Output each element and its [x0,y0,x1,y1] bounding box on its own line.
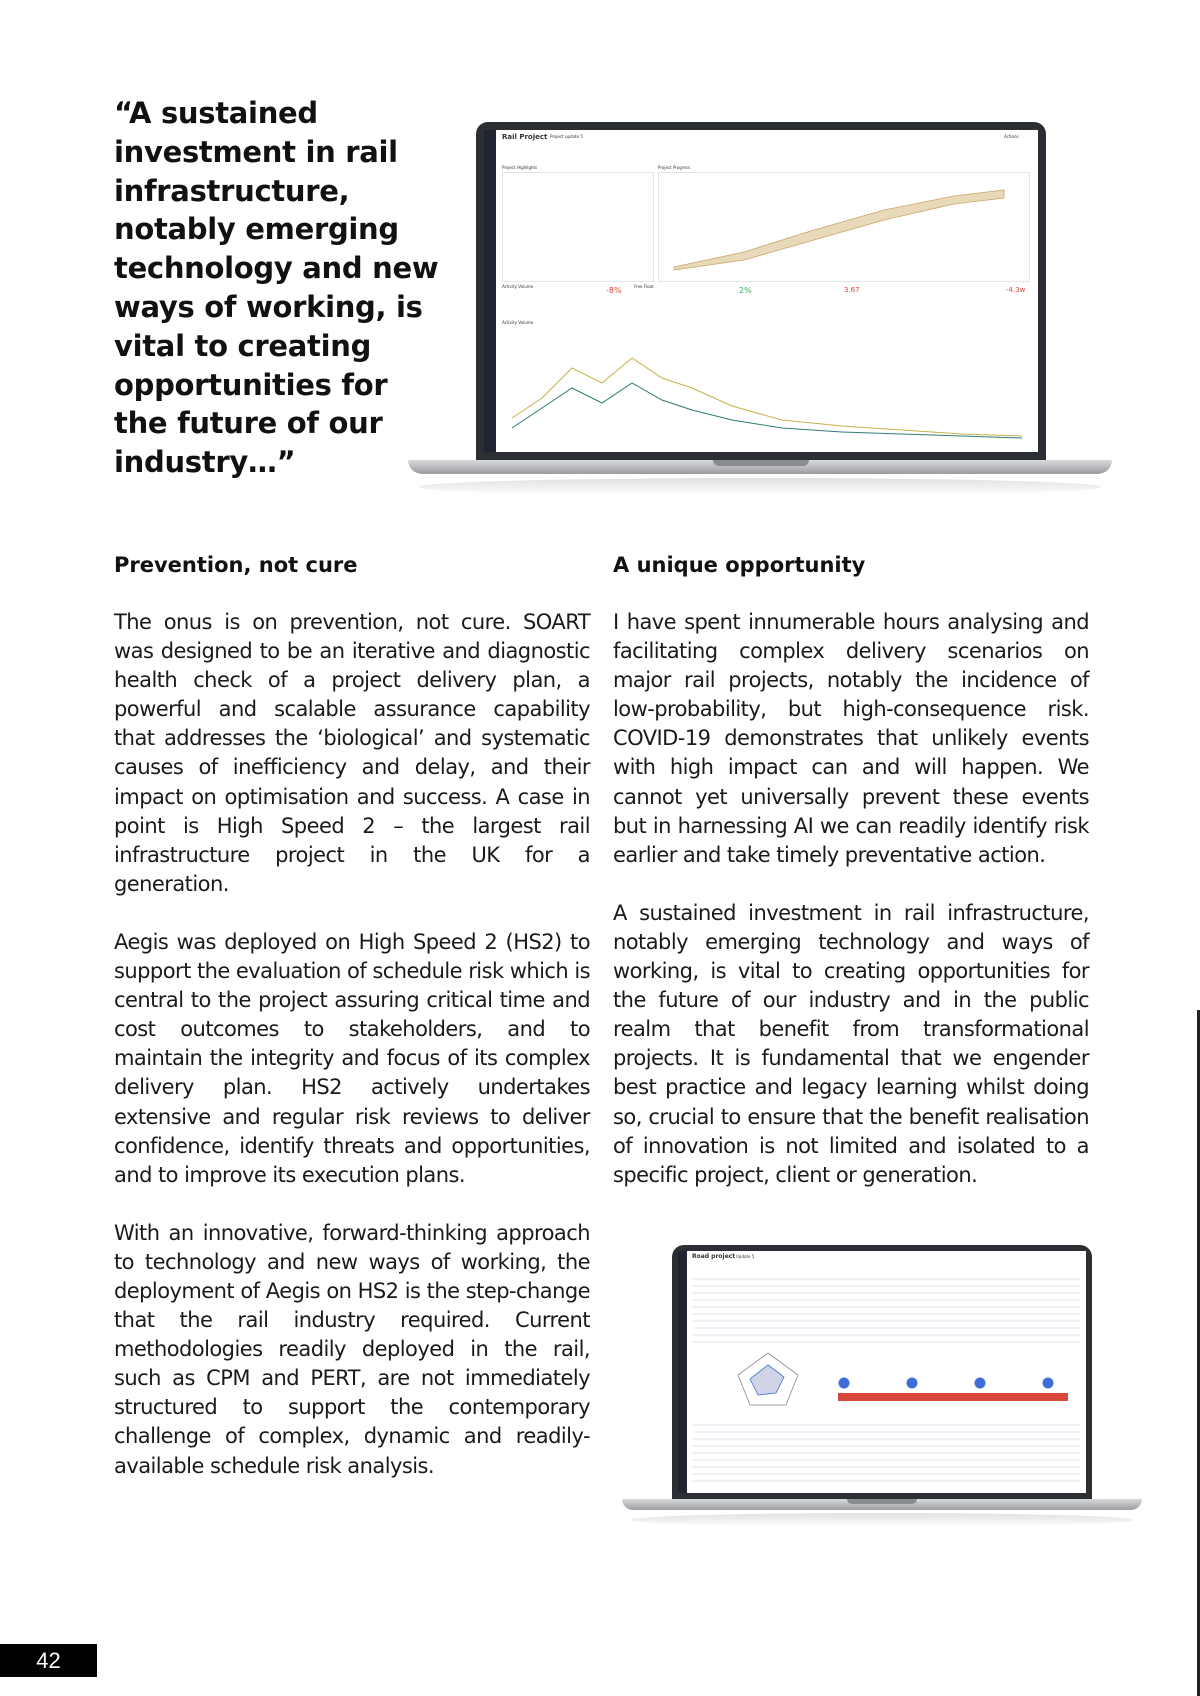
volume-series-2 [512,383,1022,438]
highlights-label: Project Highlights [502,165,538,170]
kpi-float-label: Free Float [634,284,654,289]
right-column [613,552,1089,1219]
progress-label: Project Progress [658,165,691,170]
kpi-1: -8% [606,286,622,295]
paragraph: The onus is on prevention, not cure. SOART was designed to be an iterative and diagnostic health check of a project delivery plan, a powerful and scalable assurance capability that addresses the ‘biological’ and systematic causes of inefficiency and delay, and their impact on optimisation and success. A case in point is High Speed 2 – the largest rail infrastructure project in the UK for a generation. [114,610,590,896]
progress-band [674,190,1004,270]
paragraph: A sustained investment in rail infrastructure, notably emerging technology and ways of working, is vital to creating opportunities for the future of our industry and in the public realm that benefit from transformational projects. It is fundamental that we engender best practice and legacy learning whilst doing so, crucial to ensure that the benefit realisation of innovation is not limited and isolated to a specific project, client or generation. [613,900,1089,1187]
kpi-activity-volume-label: Activity Volume [502,284,534,289]
progress-chart [664,182,1024,272]
pull-quote: “A sustained investment in rail infrastructure, notably emerging technology and new ways of working, is vital to creating opportunities for the future of our industry…” [114,96,439,480]
road-dashboard-title: Road project [692,1253,736,1260]
laptop-screenshot-road-project [622,1245,1142,1537]
heading-unique-opportunity: A unique opportunity [613,553,866,577]
kpi-2: 2% [739,286,752,295]
dashboard-title: Rail Project [502,133,548,141]
actions-button[interactable]: Actions [1004,134,1019,139]
heading-prevention: Prevention, not cure [114,553,358,577]
rail-dashboard [484,130,1038,452]
activity-volume-label: Activity Volume [502,320,534,325]
risk-table-bottom [692,1419,1080,1485]
paragraph: I have spent innumerable hours analysing and facilitating complex delivery scenarios on major rail projects, notably the incidence of low-probability, but high-consequence risk. COVID-19 demonstrates that unlikely events with high impact can and will happen. We cannot yet universally prevent these events but in harnessing AI we can readily identify risk earlier and take timely preventative action. [613,610,1089,867]
kpi-3: 3.67 [844,286,860,294]
timeline-milestones [838,1377,1068,1389]
paragraph: Aegis was deployed on High Speed 2 (HS2) to support the evaluation of schedule risk which is central to the project assuring critical time and cost outcomes to stakeholders, and to maintain the integrity and focus of its complex delivery plan. HS2 actively undertakes extensive and regular risk reviews to deliver confidence, identify threats and opportunities, and to improve its execution plans. [114,929,590,1187]
risk-radar-chart [718,1345,818,1415]
laptop-screenshot-rail-project [408,122,1112,512]
paragraph: With an innovative, forward-thinking approach to technology and new ways of working, the deployment of Aegis on HS2 is the step-change that the rail industry required. Current methodologies readily deployed in the rail, such as CPM and PERT, are not immediately structured to support the contemporary challenge of complex, dynamic and readily-available schedule risk analysis. [114,1220,590,1478]
page-number: 42 [0,1644,97,1677]
dashboard-tag: Project update 5 [550,134,583,139]
road-dashboard-tag: Update 5 [736,1254,755,1259]
road-dashboard [678,1251,1086,1493]
timeline-bar [838,1393,1068,1401]
kpi-4: -4.3w [1006,286,1026,294]
highlights-panel [502,172,654,282]
left-column [114,552,590,1510]
radar-value [750,1365,784,1395]
risk-table-top [692,1273,1080,1343]
volume-series-1 [512,358,1022,436]
activity-volume-chart [502,328,1032,446]
